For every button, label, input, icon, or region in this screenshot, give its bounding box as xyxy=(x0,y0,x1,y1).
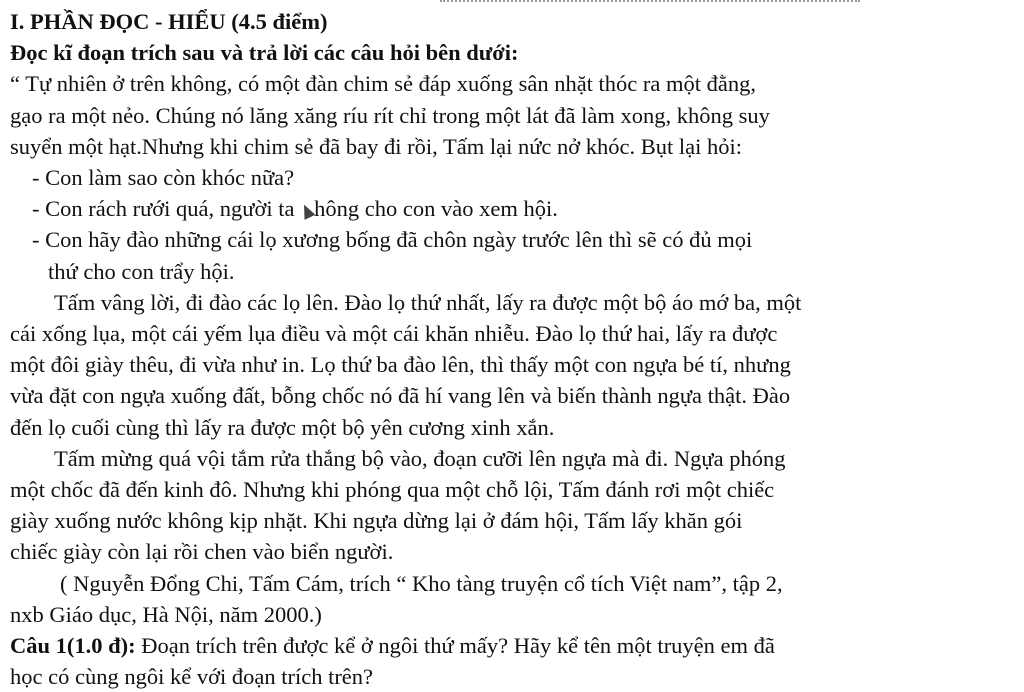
paragraph-2-line: một đôi giày thêu, đi vừa như in. Lọ thứ ba đào lên, thì thấy một con ngựa bé tí, nhưng xyxy=(10,352,791,378)
paragraph-2-line: đến lọ cuối cùng thì lấy ra được một bộ yên cương xinh xắn. xyxy=(10,414,555,440)
document-page xyxy=(10,6,1014,692)
paragraph-2-line: Tấm vâng lời, đi đào các lọ lên. Đào lọ thứ nhất, lấy ra được một bộ áo mớ ba, một xyxy=(54,289,802,315)
passage-line: suyển một hạt.Nhưng khi chim sẻ đã bay đi rồi, Tấm lại nức nở khóc. Bụt lại hỏi: xyxy=(10,133,743,159)
paragraph-2-line: vừa đặt con ngựa xuống đất, bỗng chốc nó đã hí vang lên và biến thành ngựa thật. Đào xyxy=(10,383,791,409)
paragraph-3-line: một chốc đã đến kinh đô. Nhưng khi phóng qua một chỗ lội, Tấm đánh rơi một chiếc xyxy=(10,477,775,503)
passage-line: “ Tự nhiên ở trên không, có một đàn chim sẻ đáp xuống sân nhặt thóc ra một đằng, xyxy=(10,71,757,97)
top-divider xyxy=(440,0,860,4)
paragraph-3-line: giày xuống nước không kịp nhặt. Khi ngựa dừng lại ở đám hội, Tấm lấy khăn gói xyxy=(10,508,743,534)
source-citation-line-1: ( Nguyễn Đổng Chi, Tấm Cám, trích “ Kho tàng truyện cổ tích Việt nam”, tập 2, xyxy=(60,570,783,596)
dialogue-line-1: - Con làm sao còn khóc nữa? xyxy=(32,165,295,191)
question-1-text: Đoạn trích trên được kể ở ngôi thứ mấy? Hãy kể tên một truyện em đã xyxy=(135,633,775,659)
question-1 xyxy=(10,630,1014,661)
question-1-label: Câu 1(1.0 đ): xyxy=(10,633,136,659)
dialogue-line-2-start: - Con rách rưới quá, người ta xyxy=(32,196,301,222)
dialogue-line-2 xyxy=(10,193,1014,224)
instruction-text: Đọc kĩ đoạn trích sau và trả lời các câu hỏi bên dưới: xyxy=(10,40,519,66)
dialogue-line-3-cont: thứ cho con trẩy hội. xyxy=(48,258,235,284)
dialogue-line-2-end: hông cho con vào xem hội. xyxy=(314,196,558,222)
mouse-cursor-icon xyxy=(299,202,316,220)
paragraph-3-line: chiếc giày còn lại rồi chen vào biển người. xyxy=(10,539,394,565)
paragraph-2-line: cái xống lụa, một cái yếm lụa điều và một cái khăn nhiễu. Đào lọ thứ hai, lấy ra được xyxy=(10,321,778,347)
source-citation-line-2: nxb Giáo dục, Hà Nội, năm 2000.) xyxy=(10,601,322,627)
section-heading: I. PHẦN ĐỌC - HIỂU (4.5 điểm) xyxy=(10,9,328,34)
passage-line: gạo ra một nẻo. Chúng nó lăng xăng ríu rít chỉ trong một lát đã làm xong, không suy xyxy=(10,102,770,128)
dialogue-line-3: - Con hãy đào những cái lọ xương bống đã chôn ngày trước lên thì sẽ có đủ mọi xyxy=(32,227,753,253)
question-1-cont: học có cùng ngôi kể với đoạn trích trên? xyxy=(10,664,374,690)
paragraph-3-line: Tấm mừng quá vội tắm rửa thắng bộ vào, đoạn cưỡi lên ngựa mà đi. Ngựa phóng xyxy=(54,445,786,471)
